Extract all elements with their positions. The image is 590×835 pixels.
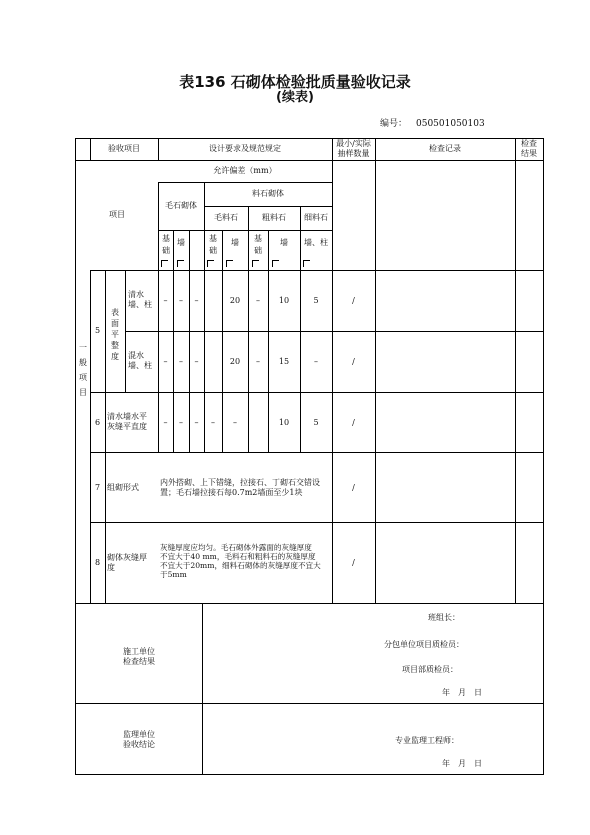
check-mark-7	[303, 260, 310, 267]
row5-sub1-label: 清水墙、柱	[128, 290, 152, 309]
general-items-label: 一般项目	[79, 343, 87, 397]
row5-sub2-v6: 15	[278, 357, 290, 366]
rule-header	[75, 160, 544, 161]
rule-v-sign	[202, 603, 203, 775]
rule-subtype	[158, 230, 332, 231]
document-number-value: 050501050103	[416, 119, 485, 129]
supervision-label-line2: 验收结论	[123, 740, 155, 749]
rule-row7-end	[90, 522, 544, 523]
spec-foundation-1: 基础	[162, 234, 170, 255]
row5-sub2-v7: –	[314, 357, 318, 366]
page-subtitle: (续表)	[276, 90, 314, 105]
header-result-line1: 检查	[521, 139, 537, 148]
row5-sub1-v5: –	[256, 296, 260, 305]
row6-v4: –	[211, 418, 215, 427]
row8-requirement-line3: 不宜大于20mm，细料石砌体的灰缝厚度不宜大	[160, 561, 321, 570]
row6-v5: –	[233, 418, 237, 427]
rule-row6-end	[90, 452, 544, 453]
page-title: 表136 石砌体检验批质量验收记录	[179, 73, 411, 91]
spec-foundation-2: 基础	[209, 234, 217, 255]
row6-v1: –	[163, 418, 168, 427]
spec-coarse-dressed: 粗料石	[262, 213, 286, 222]
project-inspector-label: 项目部质检员：	[402, 665, 458, 674]
row5-sub2-v2: –	[179, 357, 183, 366]
header-check-record: 检查记录	[429, 144, 461, 153]
row6-name-line1: 清水墙水平	[107, 412, 147, 421]
team-leader-label: 班组长：	[428, 613, 460, 622]
row7-sample: /	[352, 483, 355, 492]
subcontractor-inspector-label: 分包单位项目质检员：	[384, 640, 464, 649]
spec-fine-dressed: 细料石	[304, 213, 328, 222]
supervision-label-line1: 监理单位	[123, 730, 155, 739]
construction-label-line2: 检查结果	[123, 657, 155, 666]
check-mark-4	[226, 260, 233, 267]
row5-sub1-sample: /	[352, 296, 355, 305]
row6-sample: /	[352, 418, 355, 427]
row6-number: 6	[94, 418, 101, 427]
row8-requirement-line4: 于5mm	[160, 570, 187, 579]
row8-name-line1: 砌体灰缝厚	[107, 553, 147, 562]
rule-right	[543, 138, 544, 775]
check-mark-6	[272, 260, 279, 267]
rule-v-d2	[158, 182, 159, 452]
rule-dressed	[204, 206, 332, 207]
row5-number: 5	[94, 326, 101, 335]
row5-sub2-v5: –	[256, 357, 260, 366]
row5-sub2-v1: –	[163, 357, 168, 366]
row5-sub1-v1: –	[163, 296, 168, 305]
header-sample-line2: 抽样数量	[337, 149, 370, 158]
check-mark-5	[252, 260, 259, 267]
rule-v-m	[375, 138, 376, 603]
row6-v2: –	[179, 418, 183, 427]
rule-left	[75, 138, 76, 775]
rule-row5-mid	[125, 331, 544, 332]
row8-name-line2: 度	[107, 563, 115, 572]
header-design-requirement: 设计要求及规范规定	[209, 144, 281, 153]
row8-number: 8	[94, 558, 101, 567]
spec-wall-2: 墙	[231, 238, 239, 247]
supervision-engineer-label: 专业监理工程师：	[395, 736, 459, 745]
row6-v3: –	[194, 418, 199, 427]
row5-name: 表面平整度	[111, 308, 119, 361]
row7-number: 7	[94, 483, 101, 492]
row6-v7: 5	[313, 418, 319, 427]
row7-name: 组砌形式	[107, 483, 139, 492]
row8-requirement-line1: 灰缝厚度应均匀。毛石砌体外露面的灰缝厚度	[160, 543, 312, 552]
row5-sub2-v3: –	[194, 357, 199, 366]
rule-v-c	[125, 270, 126, 392]
document-number-label: 编号：	[380, 119, 408, 129]
spec-foundation-3: 基础	[254, 234, 262, 255]
row5-sub1-v7: 5	[313, 296, 319, 305]
row7-requirement-line1: 内外搭砌、上下错缝，拉接石、丁砌石交错设	[160, 478, 320, 487]
check-mark-1	[161, 260, 168, 267]
row7-requirement-line2: 置；毛石墙拉接石每0.7m2墙面至少1块	[160, 488, 303, 497]
rule-v-l	[332, 138, 333, 603]
rule-v-a2	[90, 270, 91, 603]
construction-date: 年 月 日	[442, 688, 482, 697]
row5-sub1-v3: –	[194, 296, 199, 305]
spec-wall-1: 墙	[177, 238, 185, 247]
row6-name-line2: 灰缝平直度	[107, 422, 147, 431]
spec-item-label: 项目	[109, 210, 125, 219]
document-number	[380, 119, 485, 130]
header-acceptance-item: 验收项目	[108, 144, 140, 153]
check-mark-2	[177, 260, 184, 267]
spec-wall-column: 墙、柱	[304, 238, 328, 247]
spec-dressed-masonry: 料石砌体	[252, 189, 284, 198]
construction-label-line1: 施工单位	[123, 647, 155, 656]
rule-v-n	[515, 138, 516, 603]
row6-v6: 10	[278, 418, 290, 427]
row5-sub1-v2: –	[179, 296, 183, 305]
rule-items-end	[75, 603, 544, 604]
row5-sub2-label: 混水墙、柱	[128, 351, 152, 370]
rule-bottom	[75, 774, 544, 775]
spec-wall-3: 墙	[280, 238, 288, 247]
rule-top	[75, 138, 544, 139]
row8-requirement-line2: 不宜大于40 mm，毛料石和粗料石的灰缝厚度	[160, 552, 316, 561]
header-sample-line1: 最小/实际	[336, 139, 371, 148]
row5-sub1-v6: 10	[278, 296, 290, 305]
rule-construction-end	[75, 703, 544, 704]
spec-rubble-masonry: 毛石砌体	[165, 201, 197, 210]
supervision-date: 年 月 日	[442, 759, 482, 768]
spec-rough-dressed: 毛料石	[214, 213, 238, 222]
check-mark-3	[207, 260, 214, 267]
row8-sample: /	[352, 558, 355, 567]
rule-tolerance	[158, 182, 332, 183]
row5-sub1-v4: 20	[229, 296, 241, 305]
row5-sub2-v4: 20	[229, 357, 241, 366]
rule-v-i	[248, 206, 249, 452]
spec-tolerance: 允许偏差（mm）	[213, 166, 277, 175]
header-result-line2: 结果	[521, 149, 537, 158]
row5-sub2-sample: /	[352, 357, 355, 366]
rule-v-b	[105, 270, 106, 603]
